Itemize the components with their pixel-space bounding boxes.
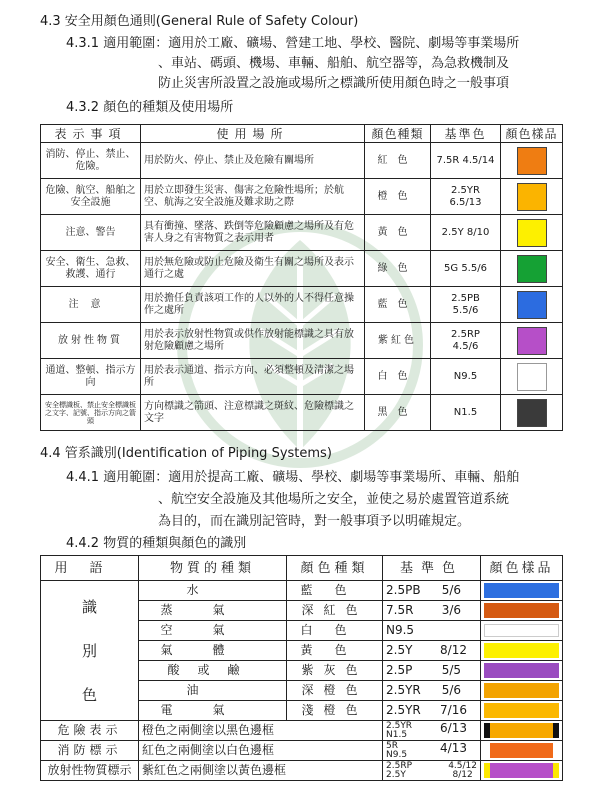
special-desc: 橙色之兩側塗以黑色邊框 xyxy=(139,721,383,741)
row-substance: 空氣 xyxy=(139,621,287,641)
table-row xyxy=(41,359,563,395)
standard-value: 6/13 xyxy=(440,720,467,735)
row-color: 黃色 xyxy=(365,215,431,251)
standard-hue: 2.5Y xyxy=(386,643,413,657)
table-row xyxy=(41,581,563,601)
row-standard xyxy=(383,621,481,641)
row-standard: N9.5 xyxy=(431,359,501,395)
section-4-3-1-line3: 防止災害所設置之設施或場所之標識所使用顏色時之一般事項 xyxy=(158,76,510,91)
standard-hue: 2.5YR xyxy=(386,683,421,697)
framed-color-bar xyxy=(484,723,559,738)
row-color: 藍色 xyxy=(365,287,431,323)
row-standard xyxy=(383,641,481,661)
row-color: 紅色 xyxy=(365,143,431,179)
table-header-row xyxy=(41,556,563,581)
color-swatch xyxy=(517,363,547,391)
standard-value: 5/6 xyxy=(441,583,461,597)
row-item: 通道、整頓、指示方向 xyxy=(41,359,141,395)
standard-value: 3/6 xyxy=(441,603,461,617)
row-standard: 7.5R 4.5/14 xyxy=(431,143,501,179)
standard-hue: 2.5RP xyxy=(386,760,412,771)
row-sample xyxy=(501,215,563,251)
standard-hue: 2.5YR xyxy=(386,720,413,731)
row-standard xyxy=(383,661,481,681)
row-item: 安全標識板、禁止安全標識板之文字、記號、指示方向之箭頭 xyxy=(41,395,141,431)
row-sample xyxy=(481,661,563,681)
row-color: 紫紅色 xyxy=(365,323,431,359)
color-bar xyxy=(484,643,559,658)
row-place: 用於擔任負責該項工作的人以外的人不得任意操作之處所 xyxy=(141,287,365,323)
standard-value: 4/13 xyxy=(440,740,467,755)
row-sample xyxy=(501,143,563,179)
row-substance: 蒸氣 xyxy=(139,601,287,621)
row-substance: 電氣 xyxy=(139,701,287,721)
row-sample xyxy=(481,741,563,761)
row-standard xyxy=(383,761,481,781)
row-standard xyxy=(383,601,481,621)
row-color: 淺橙色 xyxy=(287,701,383,721)
special-label: 消防標示 xyxy=(41,741,139,761)
row-color: 綠色 xyxy=(365,251,431,287)
row-substance: 水 xyxy=(139,581,287,601)
row-standard: 2.5YR 6.5/13 xyxy=(431,179,501,215)
color-swatch xyxy=(517,147,547,175)
table-row xyxy=(41,287,563,323)
standard-hue-frame: N1.5 xyxy=(386,729,408,740)
standard-value: 5/5 xyxy=(441,663,461,677)
standard-hue: 2.5YR xyxy=(386,703,421,717)
standard-hue-frame: 2.5Y xyxy=(386,769,406,780)
section-4-4-2-heading: 4.4.2 物質的種類與顏色的識別 xyxy=(66,536,247,551)
section-4-4-1-line2: 、航空安全設施及其他場所之安全，並使之易於處置管道系統 xyxy=(158,492,510,507)
row-standard: 2.5RP 4.5/6 xyxy=(431,323,501,359)
section-4-3-heading: 4.3 安全用顏色通則(General Rule of Safety Colour) xyxy=(40,14,359,29)
color-bar xyxy=(484,663,559,678)
special-desc: 紫紅色之兩側塗以黃色邊框 xyxy=(139,761,383,781)
row-sample xyxy=(481,641,563,661)
table-row xyxy=(41,179,563,215)
row-place: 用於無危險或防止危險及衛生有關之場所及表示通行之處 xyxy=(141,251,365,287)
row-sample xyxy=(501,287,563,323)
row-color: 白色 xyxy=(287,621,383,641)
row-standard xyxy=(383,581,481,601)
piping-colour-table xyxy=(40,555,563,781)
row-standard xyxy=(383,701,481,721)
row-item: 危險、航空、船舶之安全設施 xyxy=(41,179,141,215)
section-4-4-1-text: 4.4.1 適用範圍：適用於提高工廠、礦場、學校、劇場等事業場所、車輛、船舶 xyxy=(66,470,520,485)
row-color: 深紅色 xyxy=(287,601,383,621)
header-sample: 顏色樣品 xyxy=(481,556,563,581)
table-row xyxy=(41,215,563,251)
row-standard: N1.5 xyxy=(431,395,501,431)
row-place: 用於防火、停止、禁止及危險有關場所 xyxy=(141,143,365,179)
table-header-row xyxy=(41,125,563,143)
row-substance: 酸或鹼 xyxy=(139,661,287,681)
header-sample: 顏色樣品 xyxy=(501,125,563,143)
table-row xyxy=(41,323,563,359)
row-sample xyxy=(501,323,563,359)
safety-colour-table xyxy=(40,124,563,431)
row-substance: 氣體 xyxy=(139,641,287,661)
standard-hue: 7.5R xyxy=(386,603,414,617)
row-standard xyxy=(383,681,481,701)
framed-color-bar xyxy=(484,763,559,778)
row-item: 放射性物質 xyxy=(41,323,141,359)
color-swatch xyxy=(517,219,547,247)
row-color: 白色 xyxy=(365,359,431,395)
row-standard xyxy=(383,741,481,761)
row-item: 注意、警告 xyxy=(41,215,141,251)
section-4-3-2-heading: 4.3.2 顏色的種類及使用場所 xyxy=(66,100,234,115)
standard-value: 8/12 xyxy=(440,643,467,657)
table-row xyxy=(41,143,563,179)
standard-hue: 5R xyxy=(386,740,398,751)
row-place: 用於表示放射性物質或供作放射能標識之具有放射危險顧慮之場所 xyxy=(141,323,365,359)
table-row xyxy=(41,251,563,287)
row-sample xyxy=(501,251,563,287)
row-sample xyxy=(481,681,563,701)
row-sample xyxy=(501,359,563,395)
standard-value: 4.5/12 xyxy=(448,760,477,771)
row-color: 藍色 xyxy=(287,581,383,601)
header-substance: 物質的種類 xyxy=(139,556,287,581)
special-desc: 紅色之兩側塗以白色邊框 xyxy=(139,741,383,761)
row-substance: 油 xyxy=(139,681,287,701)
special-label: 放射性物質標示 xyxy=(41,761,139,781)
row-item: 安全、衛生、急救、救護、通行 xyxy=(41,251,141,287)
section-4-3-1-text: 4.3.1 適用範圍：適用於工廠、礦場、營建工地、學校、醫院、劇場等事業場所 xyxy=(66,36,520,51)
row-place: 用於立即發生災害、傷害之危險性場所；於航空、航海之安全設施及難求助之際 xyxy=(141,179,365,215)
row-standard: 2.5Y 8/10 xyxy=(431,215,501,251)
color-bar xyxy=(484,583,559,598)
section-4-4-1-line3: 為目的，而在識別記管時，對一般事項予以明確規定。 xyxy=(158,514,471,529)
row-place: 方向標識之箭頭、注意標識之斑紋、危險標識之文字 xyxy=(141,395,365,431)
color-bar xyxy=(484,683,559,698)
table-row xyxy=(41,761,563,781)
table-row xyxy=(41,741,563,761)
standard-hue-frame: N9.5 xyxy=(386,749,408,760)
table-row xyxy=(41,395,563,431)
row-sample xyxy=(481,761,563,781)
row-standard xyxy=(383,721,481,741)
header-item: 表示事項 xyxy=(41,125,141,143)
row-color: 深橙色 xyxy=(287,681,383,701)
row-item: 注意 xyxy=(41,287,141,323)
row-color: 橙色 xyxy=(365,179,431,215)
group-label-char: 色 xyxy=(81,685,97,704)
row-standard: 2.5PB 5.5/6 xyxy=(431,287,501,323)
row-color: 紫灰色 xyxy=(287,661,383,681)
standard-hue: 2.5P xyxy=(386,663,413,677)
color-swatch xyxy=(517,399,547,427)
section-4-4-heading: 4.4 管系識別(Identification of Piping Systems) xyxy=(40,446,332,461)
group-label-char: 別 xyxy=(81,641,97,660)
color-bar xyxy=(484,624,559,637)
row-sample xyxy=(481,601,563,621)
group-label-cell xyxy=(41,581,139,721)
row-sample xyxy=(501,395,563,431)
row-color: 黃色 xyxy=(287,641,383,661)
group-label-char: 識 xyxy=(81,597,97,616)
header-term: 用語 xyxy=(41,556,139,581)
color-bar xyxy=(484,703,559,718)
standard-value: 5/6 xyxy=(441,683,461,697)
color-swatch xyxy=(517,327,547,355)
standard-hue: 2.5PB xyxy=(386,583,421,597)
row-color: 黑色 xyxy=(365,395,431,431)
header-standard: 基準色 xyxy=(431,125,501,143)
table-row xyxy=(41,721,563,741)
header-standard: 基準色 xyxy=(383,556,481,581)
row-sample xyxy=(481,701,563,721)
header-color: 顏色種類 xyxy=(287,556,383,581)
color-bar xyxy=(484,603,559,618)
header-color: 顏色種類 xyxy=(365,125,431,143)
row-sample xyxy=(501,179,563,215)
row-sample xyxy=(481,581,563,601)
header-place: 使用場所 xyxy=(141,125,365,143)
section-4-3-1-line2: 、車站、碼頭、機場、車輛、船舶、航空器等，為急救機制及 xyxy=(158,56,510,71)
standard-value-frame: 8/12 xyxy=(452,769,473,780)
row-place: 具有衝撞、墜落、跌倒等危險顧慮之場所及有危害人身之有害物質之表示用者 xyxy=(141,215,365,251)
row-place: 用於表示通道、指示方向、必須整頓及清潔之場所 xyxy=(141,359,365,395)
standard-value: 7/16 xyxy=(440,703,467,717)
framed-color-bar xyxy=(484,743,559,758)
row-item: 消防、停止、禁止、危險。 xyxy=(41,143,141,179)
row-sample xyxy=(481,721,563,741)
standard-hue: N9.5 xyxy=(386,623,415,637)
special-label: 危險表示 xyxy=(41,721,139,741)
row-standard: 5G 5.5/6 xyxy=(431,251,501,287)
row-sample xyxy=(481,621,563,641)
color-swatch xyxy=(517,183,547,211)
color-swatch xyxy=(517,255,547,283)
color-swatch xyxy=(517,291,547,319)
